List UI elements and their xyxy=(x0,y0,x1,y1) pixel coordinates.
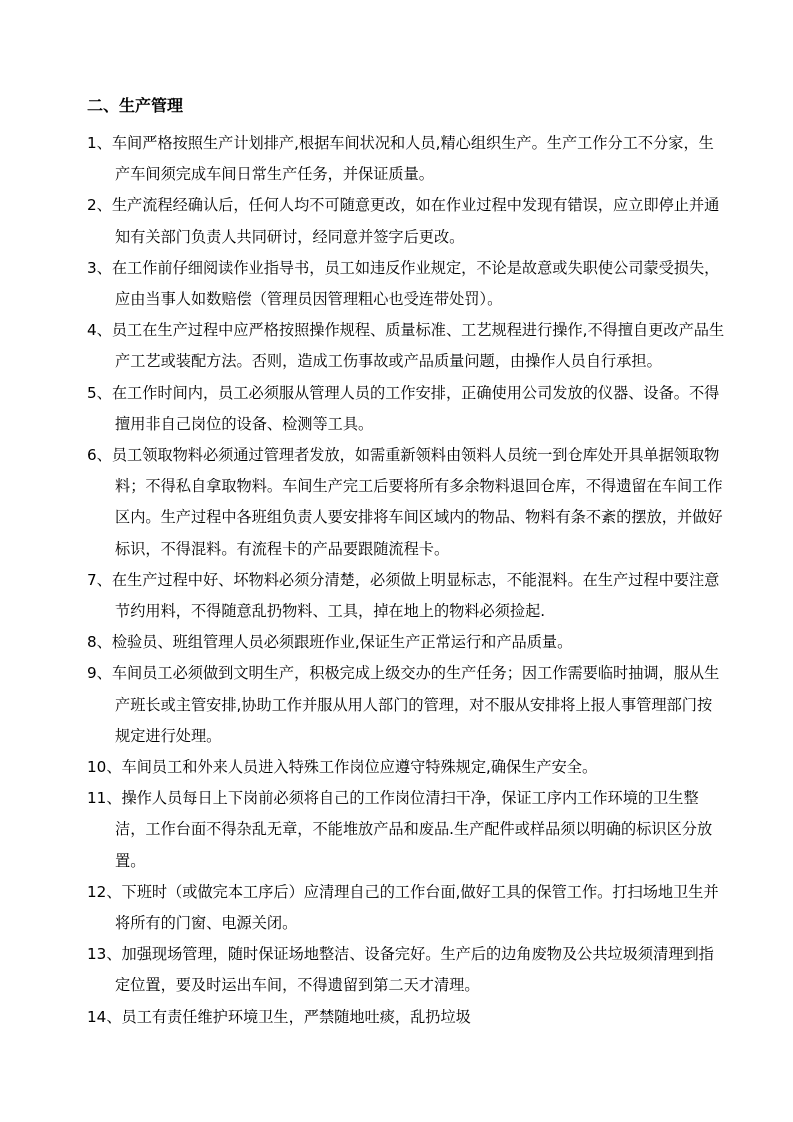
item-number: 3、 xyxy=(87,258,112,277)
item-text: 员工有责任维护环境卫生，严禁随地吐痰，乱扔垃圾 xyxy=(121,1007,471,1026)
section-title: 二、生产管理 xyxy=(87,96,184,115)
list-item xyxy=(87,752,727,783)
list-item xyxy=(87,378,727,440)
item-number: 4、 xyxy=(87,321,112,340)
list-item xyxy=(87,658,727,752)
list-item xyxy=(87,190,727,252)
item-text: 操作人员每日上下岗前必须将自己的工作岗位清扫干净，保证工序内工作环境的卫生整洁，工作台面不得杂乱无章，不能堆放产品和废品.生产配件或样品须以明确的标识区分放置。 xyxy=(115,789,713,870)
item-number: 7、 xyxy=(87,570,112,589)
list-item xyxy=(87,253,727,315)
item-number: 9、 xyxy=(87,664,112,683)
item-text: 生产流程经确认后，任何人均不可随意更改，如在作业过程中发现有错误，应立即停止并通知有关部门负责人共同研讨，经同意并签字后更改。 xyxy=(111,196,720,246)
rules-list xyxy=(87,128,727,1033)
item-text: 在生产过程中好、坏物料必须分清楚，必须做上明显标志，不能混料。在生产过程中要注意节约用料，不得随意乱扔物料、工具，掉在地上的物料必须捡起. xyxy=(111,570,720,621)
item-number: 11、 xyxy=(87,789,122,808)
list-item xyxy=(87,939,727,1001)
list-item xyxy=(87,565,727,627)
item-text: 车间严格按照生产计划排产,根据车间状况和人员,精心组织生产。生产工作分工不分家，生产车间须完成车间日常生产任务，并保证质量。 xyxy=(111,134,714,184)
item-number: 10、 xyxy=(87,758,122,777)
list-item xyxy=(87,627,727,658)
item-number: 14、 xyxy=(87,1007,122,1026)
item-text: 车间员工必须做到文明生产，积极完成上级交办的生产任务；因工作需要临时抽调，服从生产班长或主管安排,协助工作并服从用人部门的管理，对不服从安排将上报人事管理部门按规定进行处理。 xyxy=(111,664,720,745)
item-text: 检验员、班组管理人员必须跟班作业,保证生产正常运行和产品质量。 xyxy=(111,633,573,652)
item-text: 员工在生产过程中应严格按照操作规程、质量标准、工艺规程进行操作,不得擅自更改产品生产工艺或装配方法。否则，造成工伤事故或产品质量问题，由操作人员自行承担。 xyxy=(111,321,725,371)
item-text: 在工作时间内，员工必须服从管理人员的工作安排，正确使用公司发放的仪器、设备。不得擅用非自己岗位的设备、检测等工具。 xyxy=(111,383,720,433)
list-item xyxy=(87,128,727,190)
list-item xyxy=(87,783,727,877)
list-item xyxy=(87,877,727,939)
item-text: 车间员工和外来人员进入特殊工作岗位应遵守特殊规定,确保生产安全。 xyxy=(121,758,598,777)
item-text: 加强现场管理，随时保证场地整洁、设备完好。生产后的边角废物及公共垃圾须清理到指定位置，要及时运出车间，不得遗留到第二天才清理。 xyxy=(115,945,714,995)
item-text: 在工作前仔细阅读作业指导书，员工如违反作业规定，不论是故意或失职使公司蒙受损失，应由当事人如数赔偿（管理员因管理粗心也受连带处罚）。 xyxy=(111,258,720,309)
list-item xyxy=(87,440,727,565)
item-number: 6、 xyxy=(87,446,112,465)
item-number: 1、 xyxy=(87,134,112,152)
list-item xyxy=(87,1002,727,1033)
item-number: 13、 xyxy=(87,945,122,964)
list-item xyxy=(87,315,727,377)
item-text: 员工领取物料必须通过管理者发放，如需重新领料由领料人员统一到仓库处开具单据领取物料；不得私自拿取物料。车间生产完工后要将所有多余物料退回仓库，不得遗留在车间工作区内。生产过程中各班组负责人要安排将车间区域内的物品、物料有条不紊的摆放，并做好标识，不得混料。有流程卡的产品要跟随流程卡。 xyxy=(111,446,723,558)
item-number: 8、 xyxy=(87,633,112,652)
item-number: 12、 xyxy=(87,882,122,901)
item-number: 5、 xyxy=(87,383,112,402)
item-number: 2、 xyxy=(87,196,112,215)
item-text: 下班时（或做完本工序后）应清理自己的工作台面,做好工具的保管工作。打扫场地卫生并将所有的门窗、电源关闭。 xyxy=(115,882,719,933)
